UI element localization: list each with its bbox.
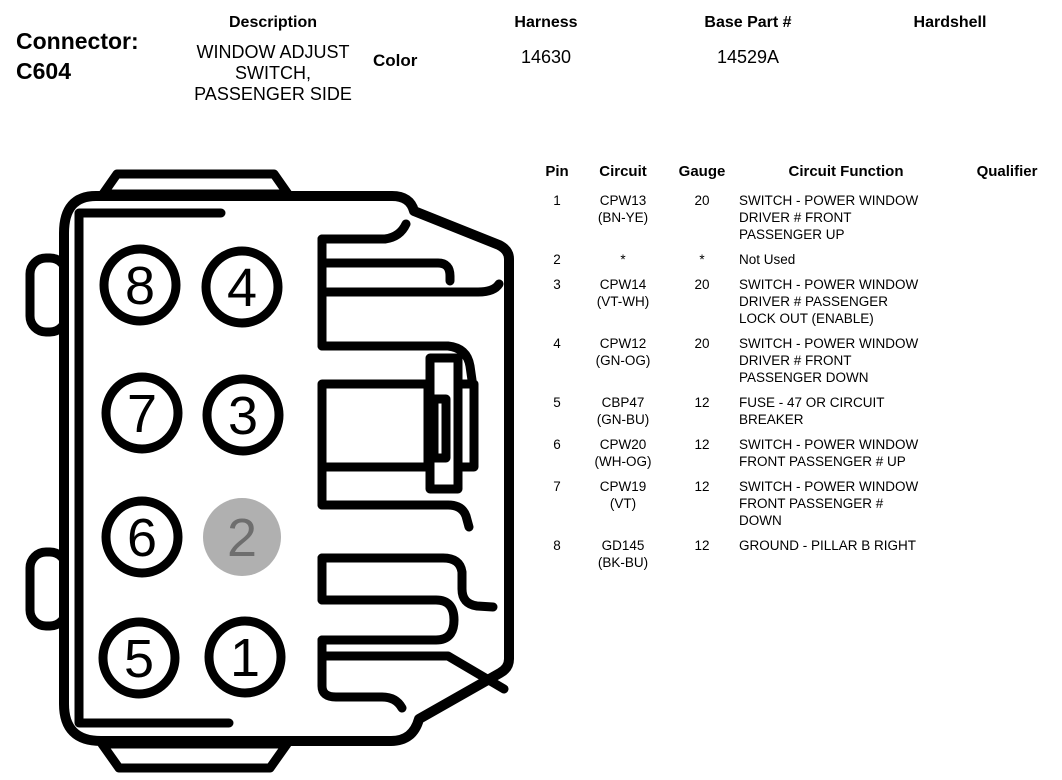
table-row	[537, 335, 1060, 386]
text-line: DRIVER # PASSENGER	[739, 294, 889, 309]
gauge-cell: 12	[694, 479, 710, 494]
pin-cell: 7	[553, 479, 561, 494]
pin-column-header: Pin	[545, 163, 569, 180]
gauge-cell: 20	[694, 193, 710, 208]
circuit-function-column-header: Circuit Function	[788, 163, 904, 180]
circuit-function-cell	[735, 192, 957, 243]
bottom-tab	[102, 744, 287, 768]
text-line: PASSENGER UP	[739, 227, 845, 242]
text-line: DRIVER # FRONT	[739, 210, 852, 225]
gauge-cell: 12	[694, 437, 710, 452]
gauge-cell: 20	[694, 336, 710, 351]
circuit-function-cell	[735, 251, 957, 268]
text-line: CPW12	[599, 336, 647, 351]
text-line: (VT)	[609, 496, 637, 511]
hardshell-header: Hardshell	[913, 14, 987, 31]
pin-number-label: 7	[126, 384, 158, 444]
table-body	[537, 192, 1060, 571]
circuit-cell	[577, 192, 669, 226]
text-line: SWITCH - POWER WINDOW	[739, 479, 919, 494]
table-row	[537, 537, 1060, 571]
table-header-row	[537, 163, 1060, 184]
text-line: CBP47	[601, 395, 645, 410]
pin-table	[537, 163, 1060, 579]
text-line: CPW20	[599, 437, 647, 452]
circuit-cell	[577, 537, 669, 571]
color-label: Color	[373, 51, 418, 70]
text-line: SWITCH - POWER WINDOW	[739, 336, 919, 351]
circuit-function-cell	[735, 436, 957, 470]
circuit-function-cell	[735, 537, 957, 554]
qualifier-column-header: Qualifier	[976, 163, 1038, 180]
text-line: (GN-BU)	[596, 412, 650, 427]
base-part-value: 14529A	[716, 47, 780, 67]
text-line: SWITCH - POWER WINDOW	[739, 277, 919, 292]
pin-number-label: 8	[124, 256, 156, 316]
text-line: DRIVER # FRONT	[739, 353, 852, 368]
circuit-function-cell	[735, 335, 957, 386]
pin-number-label: 3	[227, 386, 259, 446]
text-line: Not Used	[739, 252, 796, 267]
circuit-function-cell	[735, 394, 957, 428]
text-line: PASSENGER DOWN	[739, 370, 869, 385]
pin-cell: 5	[553, 395, 561, 410]
text-line: CPW19	[599, 479, 647, 494]
text-line: SWITCH - POWER WINDOW	[739, 193, 919, 208]
text-line: (WH-OG)	[594, 454, 652, 469]
text-line: (BN-YE)	[597, 210, 649, 225]
harness-value: 14630	[520, 47, 572, 67]
text-line: *	[620, 252, 626, 267]
harness-header: Harness	[514, 14, 578, 31]
table-row	[537, 276, 1060, 327]
circuit-function-cell	[735, 478, 957, 529]
text-line: BREAKER	[739, 412, 804, 427]
circuit-function-cell	[735, 276, 957, 327]
text-line: GROUND - PILLAR B RIGHT	[739, 538, 917, 553]
connector-label: Connector:	[16, 28, 139, 54]
text-line: WINDOW ADJUST	[196, 42, 350, 62]
table-row	[537, 251, 1060, 268]
text-line: (VT-WH)	[596, 294, 650, 309]
text-line: CPW14	[599, 277, 647, 292]
text-line: (GN-OG)	[595, 353, 651, 368]
circuit-column-header: Circuit	[599, 163, 647, 180]
text-line: GD145	[601, 538, 645, 553]
pin-cell: 4	[553, 336, 561, 351]
gauge-cell: 12	[694, 395, 710, 410]
base-part-header: Base Part #	[704, 14, 792, 31]
text-line: FUSE - 47 OR CIRCUIT	[739, 395, 885, 410]
text-line: DOWN	[739, 513, 782, 528]
text-line: LOCK OUT (ENABLE)	[739, 311, 874, 326]
table-row	[537, 436, 1060, 470]
circuit-cell	[577, 478, 669, 512]
connector-id: C604	[16, 58, 71, 84]
pin-cell: 8	[553, 538, 561, 553]
pin-number-label: 2	[226, 508, 258, 568]
pin-number-label: 5	[123, 629, 155, 689]
circuit-cell	[577, 276, 669, 310]
text-line: FRONT PASSENGER #	[739, 496, 884, 511]
text-line: PASSENGER SIDE	[194, 84, 352, 104]
gauge-column-header: Gauge	[678, 163, 726, 180]
circuit-cell	[577, 394, 669, 428]
pin-number-label: 6	[126, 508, 158, 568]
pin-cell: 3	[553, 277, 561, 292]
gauge-cell: *	[699, 252, 705, 267]
gauge-cell: 12	[694, 538, 710, 553]
table-row	[537, 478, 1060, 529]
circuit-cell	[577, 436, 669, 470]
text-line: FRONT PASSENGER # UP	[739, 454, 906, 469]
pin-cell: 2	[553, 252, 561, 267]
pin-number-label: 4	[226, 258, 258, 318]
description-header: Description	[228, 14, 317, 31]
text-line: SWITCH - POWER WINDOW	[739, 437, 919, 452]
circuit-cell	[577, 251, 669, 268]
pin-cell: 6	[553, 437, 561, 452]
text-line: CPW13	[599, 193, 647, 208]
pin-number-label: 1	[229, 628, 261, 688]
pin-cell: 1	[553, 193, 561, 208]
table-row	[537, 394, 1060, 428]
text-line: (BK-BU)	[597, 555, 649, 570]
text-line: SWITCH,	[235, 63, 311, 83]
table-row	[537, 192, 1060, 243]
gauge-cell: 20	[694, 277, 710, 292]
circuit-cell	[577, 335, 669, 369]
